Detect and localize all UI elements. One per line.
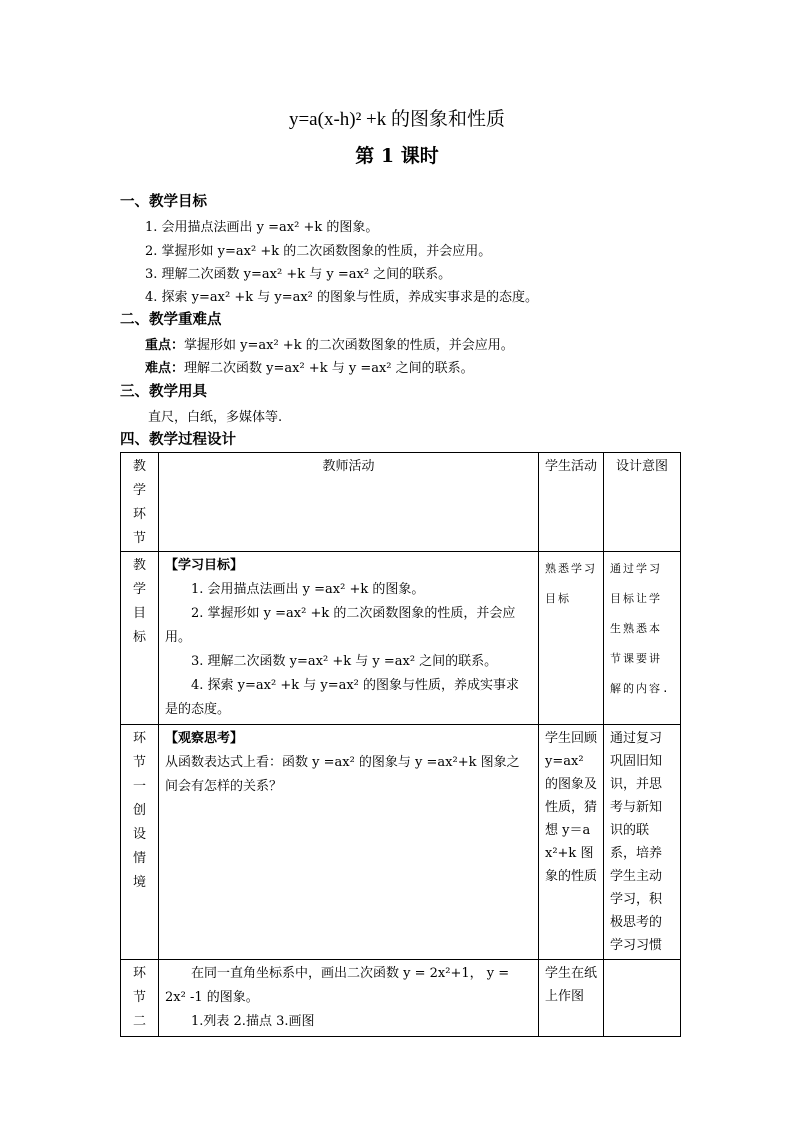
row1-teacher-title: 【学习目标】 bbox=[165, 558, 244, 573]
goal-item: 1. 会用描点法画出 y =ax² +k 的图象。 bbox=[145, 220, 379, 235]
row3-teacher-text: 在同一直角坐标系中，画出二次函数 y = 2x²+1， y = 2x² -1 的图象。 bbox=[165, 966, 510, 1005]
row2-intent: 通过复习巩固旧知识，并思考与新知识的联系，培养学生主动学习，积极思考的学习习惯 bbox=[604, 725, 681, 960]
difficulty-label: 难点： bbox=[145, 361, 185, 376]
section-heading-process: 四、教学过程设计 bbox=[120, 431, 236, 448]
stage-char: 一 bbox=[132, 779, 146, 794]
stage-char: 环 bbox=[132, 966, 146, 981]
header-stage-char: 学 bbox=[132, 483, 146, 498]
key-point-line bbox=[145, 334, 514, 353]
row1-student: 熟悉学习目标 bbox=[539, 552, 604, 725]
header-student: 学生活动 bbox=[539, 453, 604, 552]
section-heading-tools: 三、教学用具 bbox=[120, 383, 207, 400]
row2-student: 学生回顾 y=ax² 的图象及性质，猜想 y＝ax²+k 图象的性质 bbox=[539, 725, 604, 960]
difficulty-text: 理解二次函数 y=ax² +k 与 y =ax² 之间的联系。 bbox=[184, 361, 474, 376]
row1-teacher-item: 1. 会用描点法画出 y =ax² +k 的图象。 bbox=[191, 582, 425, 597]
table-row-scenario bbox=[121, 725, 681, 960]
table-header-row bbox=[121, 453, 681, 552]
stage-char: 教 bbox=[132, 558, 146, 573]
row3-student: 学生在纸上作图 bbox=[539, 960, 604, 1037]
goal-item: 3. 理解二次函数 y=ax² +k 与 y =ax² 之间的联系。 bbox=[145, 267, 452, 282]
tools-text: 直尺，白纸，多媒体等. bbox=[148, 410, 283, 425]
document-subtitle: 第 1 课时 bbox=[355, 145, 439, 167]
header-stage-char: 节 bbox=[132, 531, 146, 546]
table-row-drawing bbox=[121, 960, 681, 1037]
goal-item: 2. 掌握形如 y=ax² +k 的二次函数图象的性质，并会应用。 bbox=[145, 244, 492, 259]
row2-teacher-title: 【观察思考】 bbox=[165, 731, 244, 746]
stage-char: 设 bbox=[132, 827, 146, 842]
stage-char: 节 bbox=[132, 755, 146, 770]
header-teacher: 教师活动 bbox=[159, 453, 539, 552]
stage-char: 节 bbox=[132, 990, 146, 1005]
row1-teacher-item: 3. 理解二次函数 y=ax² +k 与 y =ax² 之间的联系。 bbox=[191, 654, 498, 669]
section-heading-goals: 一、教学目标 bbox=[120, 193, 207, 210]
row3-intent bbox=[604, 960, 681, 1037]
section-heading-keypoints: 二、教学重难点 bbox=[120, 311, 222, 328]
header-stage-char: 环 bbox=[132, 507, 146, 522]
header-stage-char: 教 bbox=[132, 459, 146, 474]
difficulty-line bbox=[145, 357, 474, 376]
document-title: y=a(x-h)² +k 的图象和性质 bbox=[288, 109, 506, 130]
stage-char: 创 bbox=[132, 803, 146, 818]
goal-item: 4. 探索 y=ax² +k 与 y=ax² 的图象与性质，养成实事求是的态度。 bbox=[145, 290, 539, 305]
row2-stage bbox=[121, 725, 159, 960]
row3-teacher bbox=[159, 960, 539, 1037]
row3-stage bbox=[121, 960, 159, 1037]
key-point-label: 重点： bbox=[145, 338, 185, 353]
stage-char: 境 bbox=[132, 875, 146, 890]
stage-char: 二 bbox=[132, 1014, 146, 1029]
key-point-text: 掌握形如 y=ax² +k 的二次函数图象的性质，并会应用。 bbox=[184, 338, 514, 353]
row1-stage bbox=[121, 552, 159, 725]
row1-teacher-item: 4. 探索 y=ax² +k 与 y=ax² 的图象与性质，养成实事求是的态度。 bbox=[165, 678, 520, 717]
stage-char: 标 bbox=[132, 630, 146, 645]
row1-teacher bbox=[159, 552, 539, 725]
stage-char: 目 bbox=[132, 606, 146, 621]
process-table bbox=[120, 452, 681, 1037]
row1-teacher-item: 2. 掌握形如 y =ax² +k 的二次函数图象的性质，并会应用。 bbox=[165, 606, 516, 645]
stage-char: 学 bbox=[132, 582, 146, 597]
table-row-goals bbox=[121, 552, 681, 725]
stage-char: 环 bbox=[132, 731, 146, 746]
row2-teacher bbox=[159, 725, 539, 960]
row3-teacher-steps: 1.列表 2.描点 3.画图 bbox=[191, 1014, 315, 1029]
header-stage bbox=[121, 453, 159, 552]
stage-char: 情 bbox=[132, 851, 146, 866]
header-intent: 设计意图 bbox=[604, 453, 681, 552]
row1-intent: 通过学习目标让学生熟悉本节课要讲解的内容. bbox=[604, 552, 681, 725]
row2-teacher-text: 从函数表达式上看：函数 y =ax² 的图象与 y =ax²+k 图象之间会有怎样的关系？ bbox=[165, 755, 520, 794]
